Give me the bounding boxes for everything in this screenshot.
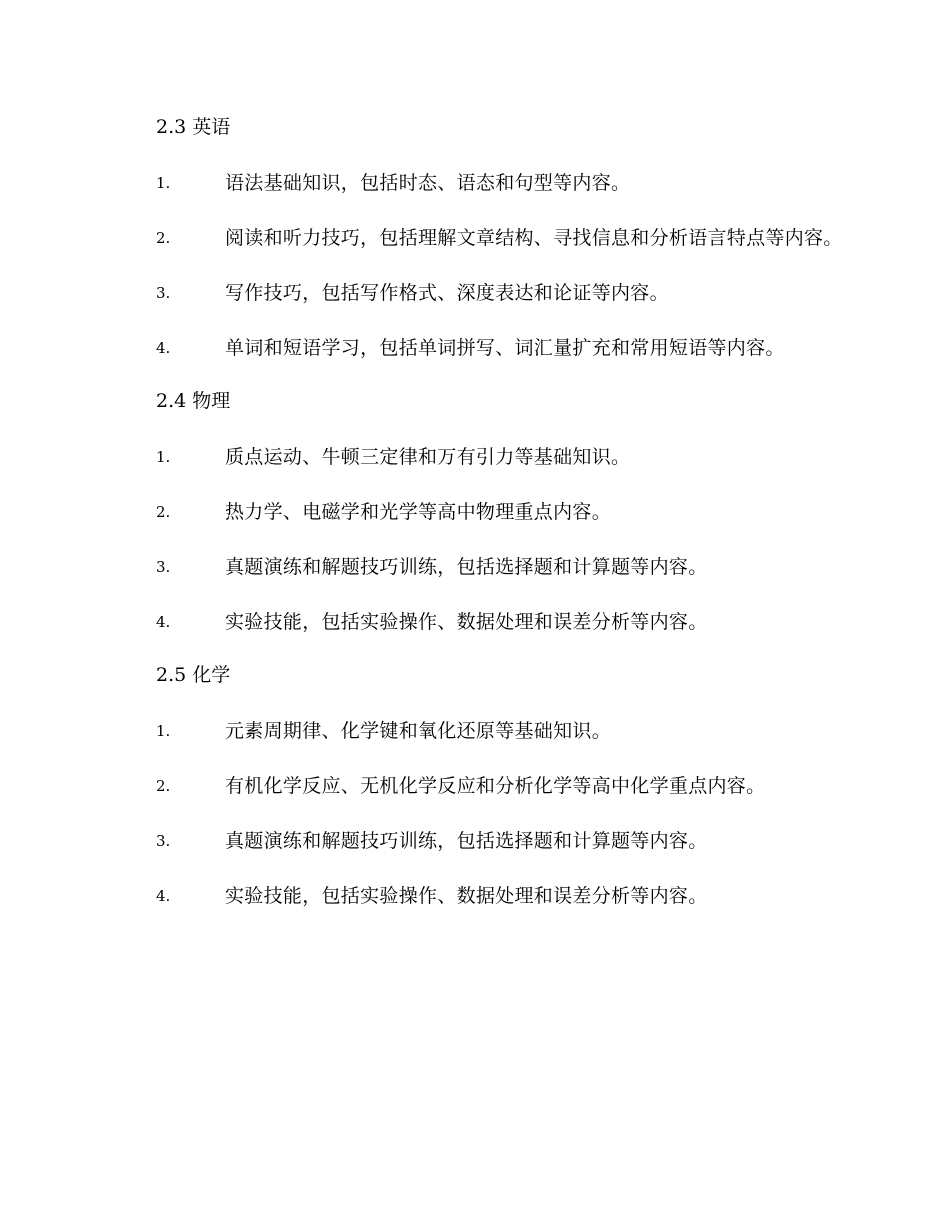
- list-item-number: 1.: [156, 722, 171, 740]
- list-item-text: 实验技能，包括实验操作、数据处理和误差分析等内容。: [225, 611, 708, 633]
- list-item-number: 3.: [156, 284, 171, 302]
- list-item-text: 真题演练和解题技巧训练，包括选择题和计算题等内容。: [225, 830, 708, 852]
- section-physics: [113, 382, 843, 643]
- list-item-number: 2.: [156, 229, 171, 247]
- list-item-number: 3.: [156, 832, 171, 850]
- list-item-text: 真题演练和解题技巧训练，包括选择题和计算题等内容。: [225, 556, 708, 578]
- list-item: [113, 162, 843, 204]
- section-heading: 2.5 化学: [156, 664, 231, 686]
- list-item: [113, 436, 843, 478]
- list-item-number: 3.: [156, 558, 171, 576]
- list-item-number: 1.: [156, 448, 171, 466]
- list-item-text: 写作技巧，包括写作格式、深度表达和论证等内容。: [225, 282, 669, 304]
- list-item-text: 语法基础知识，包括时态、语态和句型等内容。: [225, 172, 631, 194]
- list-item-text: 质点运动、牛顿三定律和万有引力等基础知识。: [225, 446, 631, 468]
- list-item-number: 2.: [156, 777, 171, 795]
- list-item-number: 4.: [156, 613, 171, 631]
- list-item-text: 有机化学反应、无机化学反应和分析化学等高中化学重点内容。: [225, 775, 766, 797]
- list-item: [113, 491, 843, 533]
- list-item-number: 4.: [156, 887, 171, 905]
- list-item-text: 单词和短语学习，包括单词拼写、词汇量扩充和常用短语等内容。: [225, 337, 785, 359]
- list-item: [113, 765, 843, 807]
- list-item: [113, 546, 843, 588]
- section-english: [113, 108, 843, 369]
- section-chemistry: [113, 656, 843, 917]
- list-item-number: 4.: [156, 339, 171, 357]
- list-item: [113, 820, 843, 862]
- section-heading: 2.3 英语: [156, 116, 231, 138]
- list-item-number: 1.: [156, 174, 171, 192]
- list-item: [113, 272, 843, 314]
- list-item: [113, 875, 843, 917]
- section-heading: 2.4 物理: [156, 390, 231, 412]
- document-content: [113, 108, 843, 930]
- list-item: [113, 217, 843, 259]
- list-item-text: 实验技能，包括实验操作、数据处理和误差分析等内容。: [225, 885, 708, 907]
- list-item-number: 2.: [156, 503, 171, 521]
- list-item-text: 热力学、电磁学和光学等高中物理重点内容。: [225, 501, 612, 523]
- list-item-text: 元素周期律、化学键和氧化还原等基础知识。: [225, 720, 612, 742]
- list-item-text: 阅读和听力技巧，包括理解文章结构、寻找信息和分析语言特点等内容。: [225, 227, 843, 249]
- list-item: [113, 601, 843, 643]
- list-item: [113, 327, 843, 369]
- list-item: [113, 710, 843, 752]
